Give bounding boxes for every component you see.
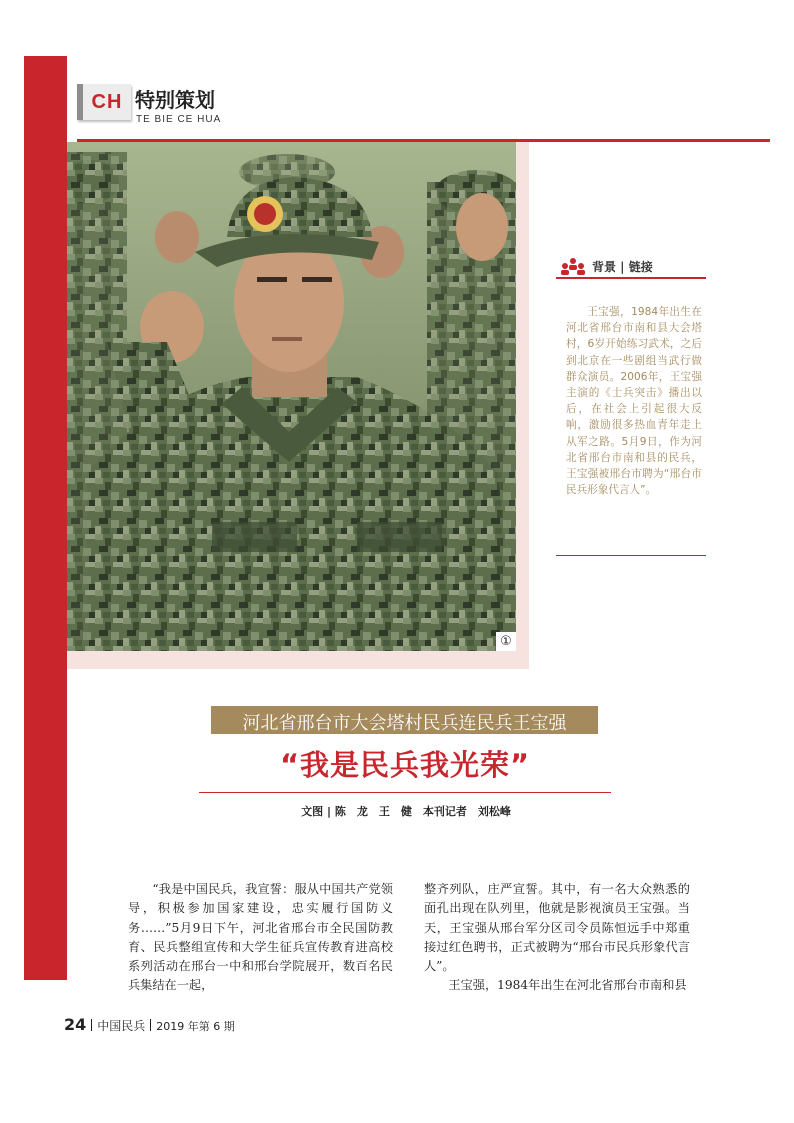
article-kicker [211,706,598,734]
background-box-rule [556,555,706,556]
paragraph: 王宝强，1984年出生在河北省邢台市南和县 [448,978,687,993]
background-box-text: 王宝强，1984年出生在河北省邢台市南和县大会塔村，6岁开始练习武术，之后到北京在一些剧组当武行做群众演员。2006年，王宝强主演的《士兵突击》播出以后，在社会上引起很大反响，激励很多热血青年走上从军之路。5月9日，作为河北省邢台市南和县的民兵，王宝强被邢台市聘为“邢台市民兵形象代言人”。 [566,306,702,497]
page-number: 24 [64,1015,87,1034]
section-logo: CH [77,84,131,120]
title-rule [199,792,611,793]
issue-label: 2019 年第 6 期 [156,1020,235,1033]
byline-authors: 陈 龙 王 健 本刊记者 刘松峰 [334,805,511,818]
magazine-name: 中国民兵 [97,1019,146,1033]
background-box-label: 背景 | 链接 [592,260,653,274]
page-footer [64,1015,235,1034]
paragraph: “我是中国民兵，我宣誓：服从中国共产党领导，积极参加国家建设，忠实履行国防义务……”5月9日下午，河北省邢台市全民国防教育、民兵整组宣传和大学生征兵宣传教育进高校系列活动在邢台一中和邢台学院展开，数百名民兵集结在一起， [128,882,393,993]
byline [200,803,612,819]
article-headline: “我是民兵我光荣” [279,748,531,782]
footer-divider [91,1019,92,1031]
article-column-1 [128,880,393,996]
photo-number-badge: ① [496,632,516,651]
byline-separator: | [326,805,335,818]
byline-label: 文图 [301,805,324,818]
footer-divider [150,1019,151,1031]
paragraph: 整齐列队，庄严宣誓。其中，有一名大众熟悉的面孔出现在队列里，他就是影视演员王宝强。当天，王宝强从邢台军分区司令员陈恒远手中郑重接过红色聘书，正式被聘为“邢台市民兵形象代言人”。 [424,882,690,974]
red-side-bar [24,56,67,980]
people-icon [560,257,586,275]
article-kicker-text: 河北省邢台市大会塔村民兵连民兵王宝强 [242,713,567,734]
militia-oath-photo [67,142,516,651]
background-box-header [556,255,706,279]
section-title: 特别策划 [135,88,215,112]
article-column-2 [424,880,690,996]
section-pinyin: TE BIE CE HUA [136,114,222,125]
